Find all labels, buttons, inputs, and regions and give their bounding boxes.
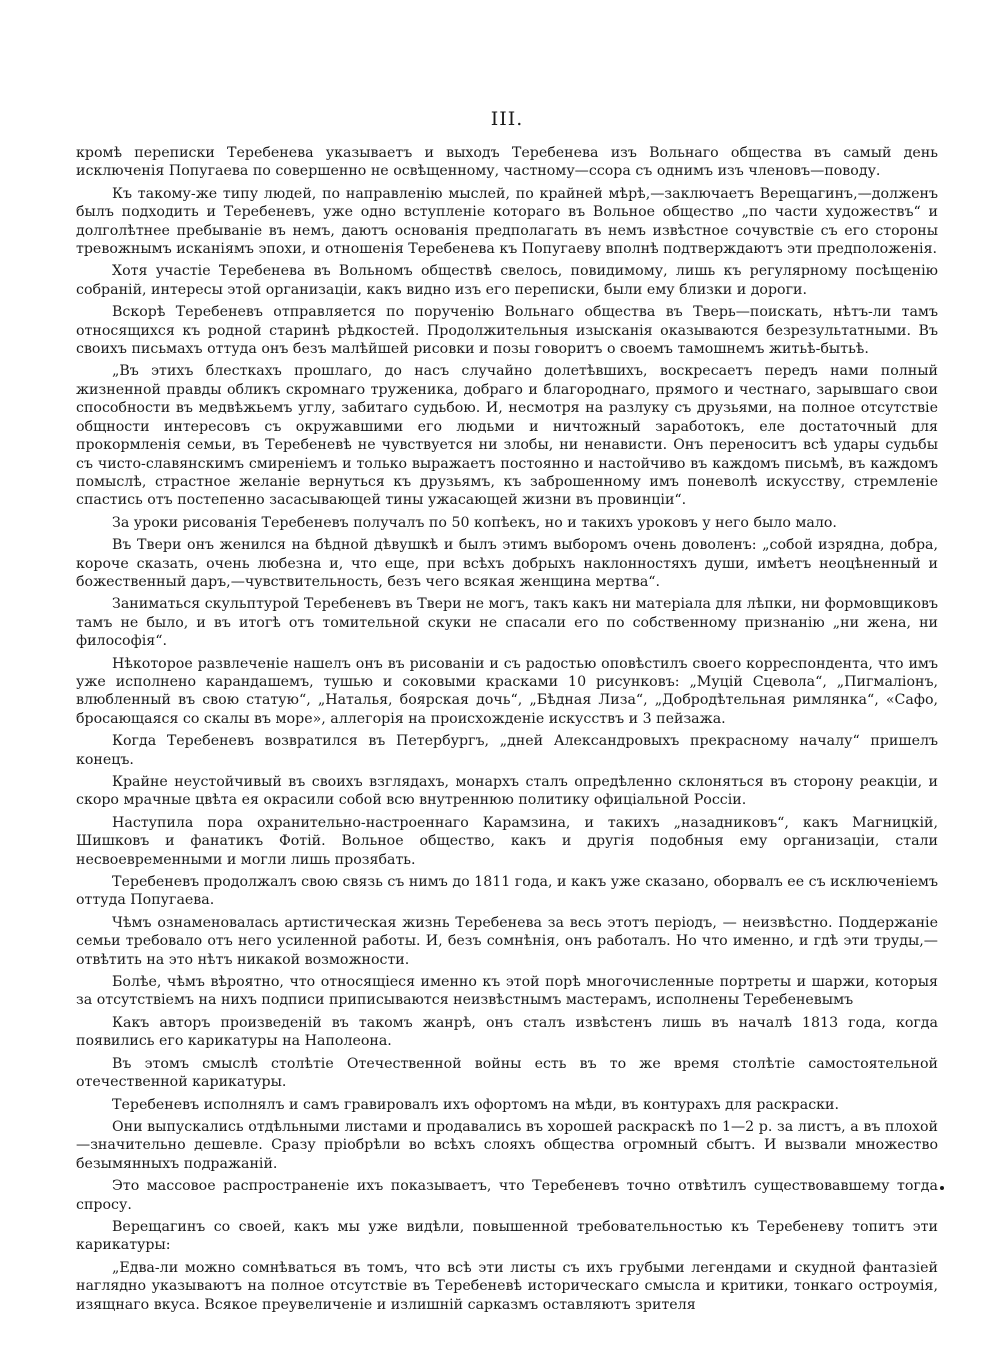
paragraph: кромѣ переписки Теребенева указываетъ и выходъ Теребенева изъ Вольнаго общества въ самый день исключенія Попугаева по совершенно не освѣщенному, частному—ссора съ однимъ изъ членовъ—поводу. xyxy=(76,145,938,180)
paragraph: Наступила пора охранительно-настроеннаго Карамзина, и такихъ „назадниковъ“, какъ Магницкій, Шишковъ и фанатикъ Фотій. Вольное общество, какъ и другія подобныя ему организаціи, стали несвоевременными и могли лишь прозябать. xyxy=(76,814,938,868)
paragraph: Чѣмъ ознаменовалась артистическая жизнь Теребенева за весь этотъ періодъ, — неизвѣстно. Поддержаніе семьи требовало отъ него усиленной работы. И, безъ сомнѣнія, онъ работалъ. Но что именно, и гдѣ эти труды,—отвѣтить на это нѣтъ никакой возможности. xyxy=(76,914,938,968)
paragraph: Теребеневъ исполнялъ и самъ гравировалъ ихъ офортомъ на мѣди, въ контурахъ для раскраски. xyxy=(112,1096,839,1113)
paragraph: Они выпускались отдѣльными листами и продавались въ хорошей раскраскѣ по 1—2 р. за листъ, а въ плохой—значительно дешевле. Сразу пріобрѣли во всѣхъ слояхъ общества огромный сбытъ. И вызвали множество безымянныхъ подражаній. xyxy=(76,1118,938,1172)
paragraph: Заниматься скульптурой Теребеневъ въ Твери не могъ, такъ какъ ни матеріала для лѣпки, ни формовщиковъ тамъ не было, и въ итогѣ отъ томительной скуки не спасали его по собственному признанію „ни жена, ни философія“. xyxy=(76,596,938,650)
paragraph: Болѣе, чѣмъ вѣроятно, что относящіеся именно къ этой порѣ многочисленные портреты и шаржи, которыя за отсутствіемъ на нихъ подписи приписываются неизвѣстнымъ мастерамъ, исполнены Теребеневымъ xyxy=(76,974,938,1009)
paragraph: Въ Твери онъ женился на бѣдной дѣвушкѣ и былъ этимъ выборомъ очень доволенъ: „собой изрядна, добра, короче сказать, очень любезна и, что еще, при всѣхъ добрыхъ наклонностяхъ души, имѣетъ неоцѣненный и божественный даръ,—чувствительность, безъ чего всякая женщина мертва“. xyxy=(76,537,938,590)
quote-paragraph: „Едва-ли можно сомнѣваться въ томъ, что всѣ эти листы съ ихъ грубыми легендами и скудной фантазіей наглядно указываютъ на полное отсутствіе въ Теребеневѣ историческаго смысла и критики, тонкаго остроумія, изящнаго вкуса. Всякое преувеличеніе и излишній сарказмъ оставляютъ зрителя xyxy=(76,1259,938,1313)
paragraph: Въ этомъ смыслѣ столѣтіе Отечественной войны есть въ то же время столѣтіе самостоятельной отечественной карикатуры. xyxy=(76,1055,938,1091)
paragraph: Какъ авторъ произведеній въ такомъ жанрѣ, онъ сталъ извѣстенъ лишь въ началѣ 1813 года, когда появились его карикатуры на Наполеона. xyxy=(76,1014,938,1050)
page-number: III. xyxy=(490,108,524,130)
paragraph: Верещагинъ со своей, какъ мы уже видѣли, повышенной требовательностью къ Теребеневу топитъ эти карикатуры: xyxy=(76,1218,938,1254)
paragraph: Къ такому-же типу людей, по направленію мыслей, по крайней мѣрѣ,—заключаетъ Верещагинъ,—долженъ былъ подходить и Теребеневъ, уже одно вступленіе котораго въ Вольное общество „по части художествъ“ и долголѣтнее пребываніе въ немъ, даютъ основанія предполагать въ немъ извѣстное сочувствіе съ его стороны тревожнымъ исканіямъ эпохи, и отношенія Теребенева къ Попугаеву вполнѣ подтверждаютъ эти предположенія. xyxy=(76,185,938,258)
paragraph: Нѣкоторое развлеченіе нашелъ онъ въ рисованіи и съ радостью оповѣстилъ своего корреспондента, что имъ уже исполнено карандашемъ, тушью и соковыми красками 10 рисунковъ: „Муцій Сцевола“, „Пигмаліонъ, влюбленный въ свою статую“, „Наталья, боярская дочь“, „Бѣдная Лиза“, „Добродѣтельная римлянка“, «Сафо, бросающаяся со скалы въ море», аллегорія на происхожденіе искусствъ и 3 пейзажа. xyxy=(76,655,938,727)
margin-dot xyxy=(940,1186,944,1190)
paragraph: За уроки рисованія Теребеневъ получалъ по 50 копѣекъ, но и такихъ уроковъ у него было мало. xyxy=(112,514,837,531)
paragraph: Хотя участіе Теребенева въ Вольномъ обществѣ свелось, повидимому, лишь къ регулярному посѣщенію собраній, интересы этой организаціи, какъ видно изъ его переписки, были ему близки и дороги. xyxy=(76,263,938,298)
paragraph: Крайне неустойчивый въ своихъ взглядахъ, монархъ сталъ опредѣленно склоняться въ сторону реакціи, и скоро мрачные цвѣта ея окрасили собой всю внутреннюю политику офиціальной Россіи. xyxy=(76,774,938,809)
quote-paragraph: „Въ этихъ блесткахъ прошлаго, до насъ случайно долетѣвшихъ, воскресаетъ передъ нами полный жизненной правды обликъ скромнаго труженика, добраго и благороднаго, прямого и честнаго, зарывшаго свои способности въ медвѣжьемъ углу, забитаго судьбою. И, несмотря на разлуку съ друзьями, на полное отсутствіе общности интересовъ съ окружавшими его людьми и ничтожный заработокъ, еле достаточный для прокормленія семьи, въ Теребеневѣ не чувствуется ни злобы, ни ненависти. Онъ переноситъ всѣ удары судьбы съ чисто-славянскимъ смиреніемъ и только выражаетъ постоянно и настойчиво въ каждомъ письмѣ, въ каждомъ помыслѣ, страстное желаніе вернуться къ друзьямъ, къ заброшенному имъ поневолѣ искусству, стремленіе спастись отъ постепенно засасывающей тины ужасающей жизни въ провинціи“. xyxy=(76,363,938,509)
paragraph: Вскорѣ Теребеневъ отправляется по порученію Вольнаго общества въ Тверь—поискать, нѣтъ-ли тамъ относящихся къ родной старинѣ рѣдкостей. Продолжительныя изысканія оказываются безрезультатными. Въ своихъ письмахъ оттуда онъ безъ малѣйшей рисовки и позы говоритъ о своемъ тамошнемъ житьѣ-бытьѣ. xyxy=(76,304,938,358)
paragraph: Теребеневъ продолжалъ свою связь съ нимъ до 1811 года, и какъ уже сказано, оборвалъ ее съ исключеніемъ оттуда Попугаева. xyxy=(76,874,938,909)
body-text xyxy=(76,144,938,1314)
paragraph: Это массовое распространеніе ихъ показываетъ, что Теребеневъ точно отвѣтилъ существовавшему тогда спросу. xyxy=(76,1178,938,1213)
paragraph: Когда Теребеневъ возвратился въ Петербургъ, „дней Александровыхъ прекрасному началу“ пришелъ конецъ. xyxy=(76,733,938,768)
